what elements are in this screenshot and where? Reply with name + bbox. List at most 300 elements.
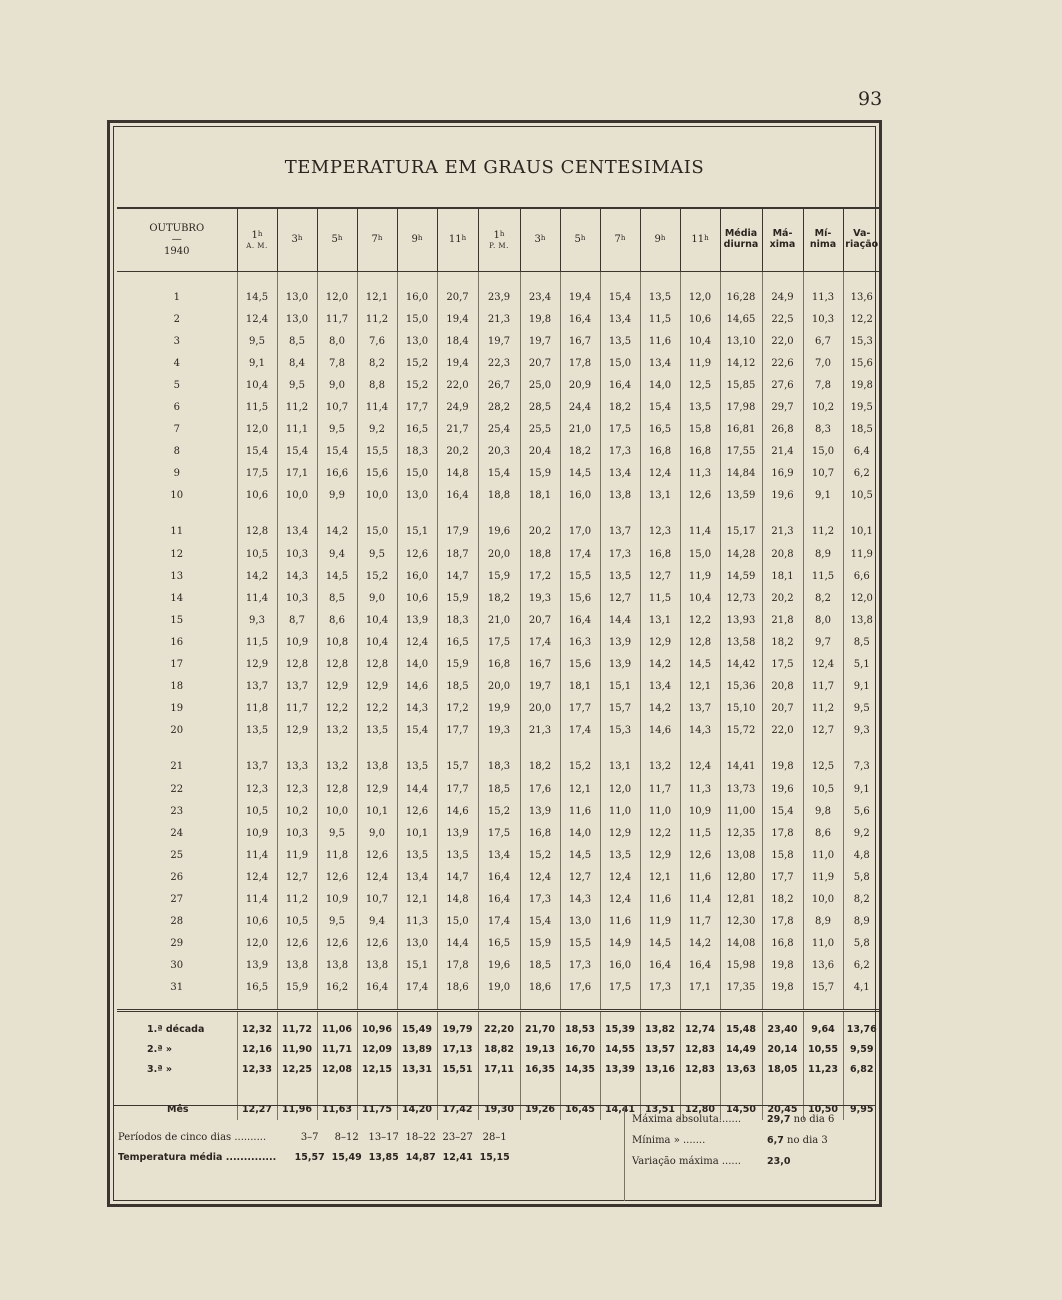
value-cell: 16,0 [397,565,437,587]
value-cell: 12,2 [317,698,357,720]
summary-value: 12,83 [680,1040,720,1060]
value-cell: 12,3 [277,778,317,800]
hour-suffix: h [297,234,303,243]
value-cell: 18,8 [478,485,520,507]
value-cell: 13,4 [640,676,680,698]
day-cell: 20 [170,725,184,737]
spacer-cell [478,507,520,521]
spacer-cell [680,272,720,287]
value-cell: 13,5 [237,720,277,742]
hour-number: 3 [291,234,298,246]
value-cell: 5,6 [843,800,880,822]
hour-number: 9 [654,234,661,246]
period-range: 28–1 [482,1132,507,1143]
hour-header [277,208,317,272]
daily-rows [117,272,880,1011]
day-cell: 4 [173,357,180,369]
hour-suffix: h [499,230,505,239]
value-cell: 15,4 [237,441,277,463]
period-range: 8–12 [334,1132,359,1143]
value-cell: 13,7 [277,676,317,698]
value-cell: 21,3 [478,308,520,330]
value-cell: 16,4 [560,308,600,330]
day-cell: 24 [170,827,184,839]
value-cell: 8,5 [317,587,357,609]
spacer-cell [640,272,680,287]
hour-suffix: h [377,234,383,243]
value-cell: 9,2 [843,822,880,844]
value-cell: 17,3 [560,955,600,977]
value-cell: 12,7 [560,866,600,888]
value-cell: 10,4 [357,609,397,631]
value-cell: 25,5 [520,419,560,441]
spacer-cell [762,272,803,287]
extreme-label: Máxima absoluta....... [632,1114,742,1125]
value-cell: 16,7 [560,330,600,352]
value-cell: 22,3 [478,352,520,374]
day-cell: 25 [170,849,184,861]
spacer-cell [640,507,680,521]
day-cell: 14 [170,592,184,604]
summary-value: 13,89 [397,1040,437,1060]
summary-value: 11,96 [277,1100,317,1120]
value-cell: 17,7 [397,396,437,418]
value-cell: 14,0 [397,654,437,676]
value-cell: 16,5 [237,977,277,999]
value-cell: 17,4 [397,977,437,999]
spacer-cell [357,507,397,521]
value-cell: 11,9 [803,866,843,888]
spacer-cell [478,272,520,287]
value-cell: 10,0 [277,485,317,507]
value-cell: 8,0 [317,330,357,352]
value-cell: 8,0 [803,609,843,631]
spacer-cell [640,1080,680,1100]
period-range: 23–27 [442,1132,473,1143]
summary-value: 18,82 [478,1040,520,1060]
media-header [720,208,762,272]
value-cell: 11,9 [640,911,680,933]
day-cell: 11 [170,526,184,538]
spacer-cell [680,507,720,521]
value-cell: 13,5 [600,844,640,866]
value-cell: 9,8 [803,800,843,822]
value-cell: 15,10 [720,698,762,720]
hour-period: A. M. [246,241,268,250]
value-cell: 9,0 [357,822,397,844]
summary-value: 14,35 [560,1060,600,1080]
value-cell: 18,5 [520,955,560,977]
value-cell: 17,4 [520,631,560,653]
summary-value: 10,50 [803,1100,843,1120]
value-cell: 8,3 [803,419,843,441]
summary-value: 22,20 [478,1010,520,1040]
value-cell: 15,9 [437,587,478,609]
spacer-cell [397,742,437,756]
summary-value: 19,13 [520,1040,560,1060]
value-cell: 16,4 [478,888,520,910]
value-cell: 15,8 [680,419,720,441]
value-cell: 11,4 [680,888,720,910]
summary-value: 9,95 [843,1100,880,1120]
value-cell: 14,3 [680,720,720,742]
value-cell: 10,9 [277,631,317,653]
value-cell: 15,6 [843,352,880,374]
value-cell: 6,7 [803,330,843,352]
hour-label [681,234,720,246]
year-label: 1940 [164,245,190,257]
value-cell: 9,7 [803,631,843,653]
value-cell: 14,65 [720,308,762,330]
summary-value: 12,15 [357,1060,397,1080]
day-cell: 6 [173,402,180,414]
value-cell: 15,0 [803,441,843,463]
day-cell: 7 [173,424,180,436]
value-cell: 12,6 [357,933,397,955]
value-cell: 17,5 [237,463,277,485]
value-cell: 12,0 [237,933,277,955]
value-cell: 11,2 [803,698,843,720]
spacer-cell [237,1080,277,1100]
table-row [117,565,880,587]
value-cell: 13,0 [397,330,437,352]
summary-label: 1.ª década [117,1010,237,1040]
value-cell: 12,7 [277,866,317,888]
value-cell: 13,7 [237,676,277,698]
spacer-cell [277,999,317,1011]
value-cell: 12,1 [560,778,600,800]
value-cell: 11,9 [680,565,720,587]
value-cell: 12,7 [803,720,843,742]
value-cell: 14,0 [640,374,680,396]
spacer-cell [843,507,880,521]
page-number: 93 [858,88,883,110]
spacer-cell [600,999,640,1011]
value-cell: 16,9 [762,463,803,485]
value-cell: 17,1 [680,977,720,999]
value-cell: 14,08 [720,933,762,955]
spacer-cell [560,507,600,521]
table-row [117,698,880,720]
value-cell: 13,4 [640,352,680,374]
table-row [117,441,880,463]
hour-header [237,208,277,272]
value-cell: 14,42 [720,654,762,676]
value-cell: 17,5 [600,419,640,441]
hour-header [640,208,680,272]
value-cell: 16,6 [317,463,357,485]
spacer-cell [317,507,357,521]
value-cell: 8,2 [843,888,880,910]
value-cell: 18,5 [843,419,880,441]
extreme-value: 6,7 [767,1135,784,1146]
value-cell: 22,5 [762,308,803,330]
spacer-cell [520,742,560,756]
summary-rows [117,1010,880,1120]
summary-label: 3.ª » [147,1064,173,1076]
value-cell: 12,8 [317,778,357,800]
value-cell: 9,5 [357,543,397,565]
value-cell: 20,9 [560,374,600,396]
value-cell: 11,7 [803,676,843,698]
value-cell: 12,9 [237,654,277,676]
value-cell: 12,9 [640,844,680,866]
value-cell: 16,8 [680,441,720,463]
summary-value: 12,25 [277,1060,317,1080]
value-cell: 18,3 [478,756,520,778]
value-cell: 15,9 [277,977,317,999]
spacer-cell [560,1080,600,1100]
value-cell: 25,0 [520,374,560,396]
value-cell: 19,6 [762,485,803,507]
value-cell: 8,9 [803,911,843,933]
summary-value: 15,51 [437,1060,478,1080]
value-cell: 13,8 [277,955,317,977]
spacer-cell [117,507,237,521]
value-cell: 17,7 [437,778,478,800]
value-cell: 14,41 [720,756,762,778]
value-cell: 12,4 [357,866,397,888]
value-cell: 5,8 [843,866,880,888]
value-cell: 11,7 [680,911,720,933]
summary-value: 15,39 [600,1010,640,1040]
value-cell: 20,0 [520,698,560,720]
value-cell: 13,9 [600,631,640,653]
table-row [117,396,880,418]
hour-label [398,234,437,246]
spacer-cell [843,1080,880,1100]
value-cell: 9,1 [843,778,880,800]
value-cell: 12,2 [357,698,397,720]
value-cell: 10,5 [843,485,880,507]
summary-value: 13,31 [397,1060,437,1080]
spacer-cell [277,272,317,287]
value-cell: 8,9 [803,543,843,565]
value-cell: 20,2 [520,521,560,543]
value-cell: 15,7 [437,756,478,778]
value-cell: 21,0 [560,419,600,441]
day-cell: 12 [170,548,184,560]
summary-value: 20,45 [762,1100,803,1120]
value-cell: 13,5 [680,396,720,418]
bottom-section [114,1105,875,1201]
spacer-row [117,507,880,521]
spacer-cell [317,1080,357,1100]
value-cell: 20,0 [478,543,520,565]
month-header [117,208,237,272]
value-cell: 15,1 [600,676,640,698]
value-cell: 12,8 [680,631,720,653]
value-cell: 13,2 [640,756,680,778]
value-cell: 16,5 [478,933,520,955]
value-cell: 12,6 [680,485,720,507]
value-cell: 19,5 [843,396,880,418]
summary-value: 12,16 [237,1040,277,1060]
minima-header [803,208,843,272]
value-cell: 12,6 [317,933,357,955]
spacer-cell [237,507,277,521]
value-cell: 6,4 [843,441,880,463]
hour-number: 9 [411,234,418,246]
spacer-cell [720,742,762,756]
spacer-cell [277,742,317,756]
value-cell: 19,7 [478,330,520,352]
value-cell: 15,9 [478,565,520,587]
spacer-cell [762,999,803,1011]
hour-header [600,208,640,272]
hour-suffix: h [461,234,467,243]
value-cell: 11,9 [277,844,317,866]
value-cell: 14,5 [560,844,600,866]
value-cell: 15,5 [560,933,600,955]
value-cell: 10,6 [237,485,277,507]
temp-media-label: Temperatura média .............. [118,1152,277,1163]
value-cell: 19,0 [478,977,520,999]
value-cell: 16,28 [720,286,762,308]
value-cell: 17,3 [640,977,680,999]
value-cell: 22,0 [437,374,478,396]
value-cell: 17,4 [478,911,520,933]
value-cell: 20,4 [520,441,560,463]
value-cell: 11,3 [803,286,843,308]
spacer-cell [397,999,437,1011]
value-cell: 13,8 [357,955,397,977]
summary-value: 12,08 [317,1060,357,1080]
value-cell: 29,7 [762,396,803,418]
variacao-header-line: riação [845,239,879,250]
summary-value: 20,14 [762,1040,803,1060]
value-cell: 10,9 [317,888,357,910]
value-cell: 10,5 [237,800,277,822]
summary-value: 18,05 [762,1060,803,1080]
summary-value: 11,90 [277,1040,317,1060]
summary-value: 12,27 [237,1100,277,1120]
summary-row [117,1060,880,1080]
summary-value: 19,26 [520,1100,560,1120]
value-cell: 13,6 [803,955,843,977]
spacer-cell [720,1080,762,1100]
value-cell: 11,00 [720,800,762,822]
value-cell: 8,6 [317,609,357,631]
value-cell: 18,1 [520,485,560,507]
table-row [117,330,880,352]
value-cell: 10,2 [803,396,843,418]
day-cell: 17 [170,659,184,671]
spacer-cell [277,1080,317,1100]
hour-label [479,230,520,242]
value-cell: 17,35 [720,977,762,999]
value-cell: 15,4 [397,720,437,742]
summary-label: Mês [167,1104,189,1116]
spacer-cell [843,272,880,287]
value-cell: 10,4 [680,330,720,352]
value-cell: 13,2 [317,756,357,778]
value-cell: 17,5 [478,631,520,653]
minima-header-line: nima [809,239,837,250]
value-cell: 14,3 [397,698,437,720]
summary-value: 11,06 [317,1010,357,1040]
value-cell: 6,2 [843,955,880,977]
value-cell: 9,5 [277,374,317,396]
value-cell: 12,4 [520,866,560,888]
value-cell: 12,1 [680,676,720,698]
value-cell: 23,9 [478,286,520,308]
value-cell: 16,5 [437,631,478,653]
value-cell: 15,3 [600,720,640,742]
maxima-header-line: Má- [772,228,793,240]
value-cell: 5,8 [843,933,880,955]
value-cell: 15,1 [397,955,437,977]
table-row [117,911,880,933]
summary-value: 12,80 [680,1100,720,1120]
variacao-header [843,208,880,272]
spacer-cell [117,272,237,287]
value-cell: 12,4 [680,756,720,778]
extreme-label: Variação máxima ...... [632,1156,741,1167]
spacer-cell [720,507,762,521]
value-cell: 11,6 [680,866,720,888]
value-cell: 13,4 [600,308,640,330]
value-cell: 12,9 [357,676,397,698]
value-cell: 14,2 [640,698,680,720]
value-cell: 8,9 [843,911,880,933]
value-cell: 16,4 [640,955,680,977]
value-cell: 13,8 [600,485,640,507]
value-cell: 15,36 [720,676,762,698]
value-cell: 10,8 [317,631,357,653]
value-cell: 11,7 [640,778,680,800]
value-cell: 12,0 [600,778,640,800]
value-cell: 18,5 [478,778,520,800]
value-cell: 14,7 [437,866,478,888]
value-cell: 15,2 [560,756,600,778]
value-cell: 12,4 [600,888,640,910]
value-cell: 15,0 [680,543,720,565]
value-cell: 17,3 [600,543,640,565]
hour-suffix: h [337,234,343,243]
hour-number: 11 [448,234,462,246]
value-cell: 12,4 [600,866,640,888]
value-cell: 14,12 [720,352,762,374]
value-cell: 12,9 [317,676,357,698]
value-cell: 11,4 [357,396,397,418]
value-cell: 17,2 [437,698,478,720]
value-cell: 11,5 [640,587,680,609]
value-cell: 8,7 [277,609,317,631]
value-cell: 20,8 [762,676,803,698]
hour-suffix: h [620,234,626,243]
value-cell: 12,8 [277,654,317,676]
hour-number: 1 [251,230,258,242]
value-cell: 17,7 [437,720,478,742]
value-cell: 12,6 [680,844,720,866]
value-cell: 15,2 [520,844,560,866]
value-cell: 13,7 [680,698,720,720]
value-cell: 13,8 [357,756,397,778]
hour-label [561,234,600,246]
value-cell: 16,3 [560,631,600,653]
value-cell: 18,2 [520,756,560,778]
table-row [117,720,880,742]
spacer-cell [600,507,640,521]
value-cell: 15,0 [600,352,640,374]
value-cell: 12,1 [397,888,437,910]
value-cell: 15,6 [560,587,600,609]
table-row [117,676,880,698]
value-cell: 10,0 [317,800,357,822]
value-cell: 14,8 [437,463,478,485]
value-cell: 15,2 [397,352,437,374]
